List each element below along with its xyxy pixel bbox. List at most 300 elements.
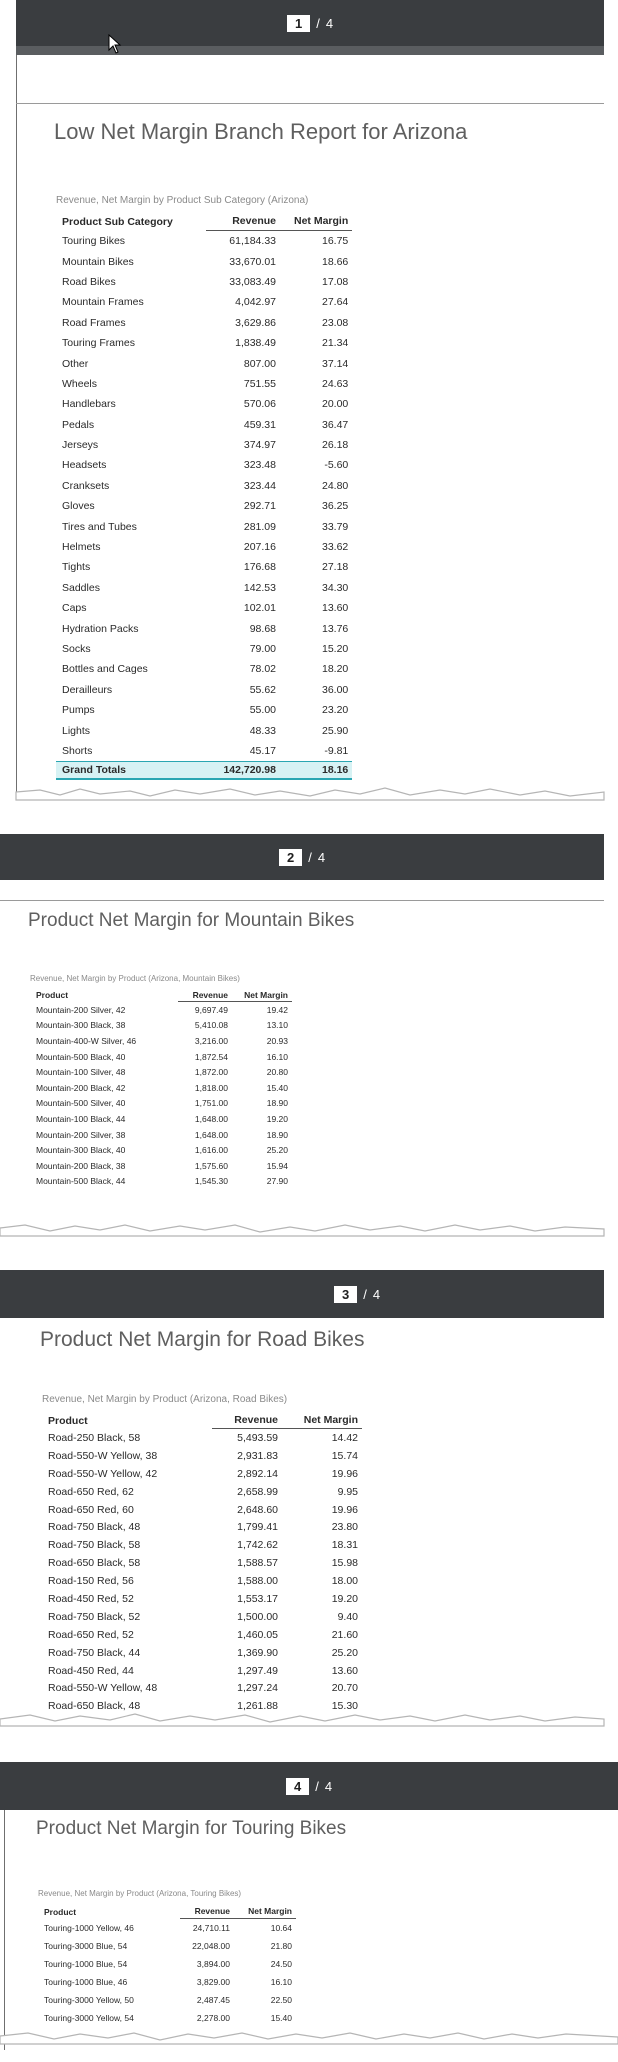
table-row bbox=[38, 1955, 296, 1973]
table-row bbox=[30, 1049, 292, 1065]
table-row bbox=[30, 1080, 292, 1096]
table-cell-label: Road-750 Black, 58 bbox=[48, 1539, 141, 1552]
table-cell-value: 21.60 bbox=[331, 1628, 358, 1641]
table-cell-value: 36.00 bbox=[321, 683, 349, 696]
mouse-pointer-icon bbox=[108, 34, 122, 54]
table-row bbox=[42, 1644, 362, 1662]
table-row bbox=[56, 618, 352, 638]
table-cell-value: 15.94 bbox=[266, 1160, 288, 1171]
table-subtitle: Revenue, Net Margin by Product (Arizona, Road Bikes) bbox=[42, 1394, 288, 1405]
table-cell-label: Mountain-100 Silver, 48 bbox=[36, 1067, 126, 1078]
table-row bbox=[42, 1429, 362, 1447]
table-cell-value: 1,648.00 bbox=[194, 1129, 228, 1140]
table-cell-value: 23.08 bbox=[321, 316, 349, 329]
table-row bbox=[56, 272, 352, 292]
table-cell-value: 22.50 bbox=[270, 1995, 292, 2005]
table-cell-value: 2,931.83 bbox=[237, 1449, 278, 1462]
table-cell-value: 34.30 bbox=[321, 581, 349, 594]
table-cell-label: Handlebars bbox=[62, 398, 116, 411]
table-cell-value: 751.55 bbox=[243, 377, 276, 390]
table-cell-value: 176.68 bbox=[243, 561, 276, 574]
table-cell-value: 55.62 bbox=[249, 683, 276, 696]
grand-totals-value: 142,720.98 bbox=[206, 761, 280, 780]
grand-totals-row bbox=[56, 761, 352, 780]
table-cell-value: 13.60 bbox=[331, 1664, 358, 1677]
page-indicator bbox=[286, 1778, 332, 1795]
table-cell-label: Road-650 Red, 52 bbox=[48, 1628, 134, 1641]
table-row bbox=[56, 353, 352, 373]
table-cell-value: 1,648.00 bbox=[194, 1113, 228, 1124]
report-title: Product Net Margin for Mountain Bikes bbox=[28, 910, 355, 931]
table-row bbox=[30, 1111, 292, 1127]
table-cell-value: 25.20 bbox=[266, 1145, 288, 1156]
table-cell-label: Gloves bbox=[62, 500, 95, 513]
table-cell-value: 19.42 bbox=[266, 1004, 288, 1015]
table-row bbox=[30, 1064, 292, 1080]
table-header-row bbox=[38, 1904, 296, 1919]
table-cell-value: 9.40 bbox=[337, 1610, 358, 1623]
table-row bbox=[56, 516, 352, 536]
page-header-rule bbox=[0, 900, 604, 901]
table-row bbox=[56, 680, 352, 700]
table-row bbox=[30, 1033, 292, 1049]
table-cell-value: 25.90 bbox=[321, 724, 349, 737]
table-cell-label: Caps bbox=[62, 602, 87, 615]
torn-page-edge bbox=[0, 2030, 618, 2062]
table-cell-value: 4,042.97 bbox=[235, 296, 276, 309]
table-cell-value: -9.81 bbox=[324, 744, 349, 757]
table-row bbox=[30, 1158, 292, 1174]
report-title: Product Net Margin for Touring Bikes bbox=[36, 1818, 347, 1839]
table-cell-value: 13.10 bbox=[266, 1020, 288, 1031]
table-cell-value: 459.31 bbox=[243, 418, 276, 431]
table-cell-value: 24.63 bbox=[321, 377, 349, 390]
torn-page-edge bbox=[0, 786, 618, 820]
table-cell-label: Shorts bbox=[62, 744, 93, 757]
table-cell-label: Touring-1000 Yellow, 46 bbox=[44, 1923, 134, 1933]
table-row bbox=[56, 537, 352, 557]
column-header[interactable]: Net Margin bbox=[234, 1904, 296, 1919]
table-cell-value: 18.66 bbox=[321, 255, 349, 268]
table-cell-label: Mountain Frames bbox=[62, 296, 144, 309]
table-row bbox=[56, 578, 352, 598]
report-page-3 bbox=[0, 1318, 604, 1718]
table-cell-label: Road-750 Black, 52 bbox=[48, 1610, 141, 1623]
table-cell-value: 18.90 bbox=[266, 1129, 288, 1140]
table-cell-value: 19.96 bbox=[331, 1467, 358, 1480]
table-row bbox=[56, 639, 352, 659]
table-cell-label: Headsets bbox=[62, 459, 107, 472]
table-cell-label: Pedals bbox=[62, 418, 95, 431]
column-header[interactable]: Net Margin bbox=[280, 212, 352, 231]
table-cell-value: 1,297.49 bbox=[237, 1664, 278, 1677]
table-cell-label: Mountain-500 Silver, 40 bbox=[36, 1098, 126, 1109]
table-row bbox=[30, 1018, 292, 1034]
table-cell-value: 207.16 bbox=[243, 541, 276, 554]
table-cell-label: Mountain-200 Black, 38 bbox=[36, 1160, 126, 1171]
table-row bbox=[56, 741, 352, 761]
table-row bbox=[38, 1937, 296, 1955]
table-cell-value: 323.44 bbox=[243, 479, 276, 492]
page-toolbar-3 bbox=[0, 1270, 604, 1318]
table-subtitle: Revenue, Net Margin by Product (Arizona, Touring Bikes) bbox=[38, 1889, 242, 1898]
table-cell-value: 1,553.17 bbox=[237, 1592, 278, 1605]
table-cell-label: Road-650 Black, 58 bbox=[48, 1557, 141, 1570]
table-cell-value: 1,297.24 bbox=[237, 1682, 278, 1695]
table-cell-value: 1,588.57 bbox=[237, 1557, 278, 1570]
table-cell-value: 37.14 bbox=[321, 357, 349, 370]
data-table bbox=[38, 1904, 296, 2027]
table-cell-label: Mountain-200 Silver, 38 bbox=[36, 1129, 126, 1140]
table-cell-value: 323.48 bbox=[243, 459, 276, 472]
table-cell-value: 142.53 bbox=[243, 581, 276, 594]
table-row bbox=[42, 1679, 362, 1697]
table-cell-label: Bottles and Cages bbox=[62, 663, 148, 676]
table-cell-value: 9.95 bbox=[337, 1485, 358, 1498]
table-cell-label: Jerseys bbox=[62, 439, 99, 452]
page-separator: / bbox=[316, 15, 320, 31]
table-row bbox=[42, 1518, 362, 1536]
table-cell-value: 27.18 bbox=[321, 561, 349, 574]
table-cell-value: 23.80 bbox=[331, 1521, 358, 1534]
table-cell-value: 5,410.08 bbox=[194, 1020, 228, 1031]
table-cell-value: 78.02 bbox=[249, 663, 276, 676]
table-row bbox=[42, 1465, 362, 1483]
table-cell-value: 27.90 bbox=[266, 1176, 288, 1187]
table-cell-value: 1,616.00 bbox=[194, 1145, 228, 1156]
table-row bbox=[56, 374, 352, 394]
table-cell-value: 1,575.60 bbox=[194, 1160, 228, 1171]
table-cell-value: 2,658.99 bbox=[237, 1485, 278, 1498]
report-page-1 bbox=[16, 55, 604, 795]
page-indicator bbox=[334, 1286, 380, 1303]
table-cell-label: Derailleurs bbox=[62, 683, 113, 696]
table-cell-label: Touring-3000 Yellow, 54 bbox=[44, 2013, 134, 2023]
table-row bbox=[42, 1626, 362, 1644]
table-row bbox=[56, 251, 352, 271]
table-cell-label: Road-450 Red, 44 bbox=[48, 1664, 134, 1677]
table-cell-label: Tights bbox=[62, 561, 91, 574]
table-row bbox=[56, 292, 352, 312]
page-toolbar-2 bbox=[0, 834, 604, 880]
table-cell-value: 13.76 bbox=[321, 622, 349, 635]
column-header[interactable]: Net Margin bbox=[282, 1412, 362, 1429]
table-cell-value: 1,872.54 bbox=[194, 1051, 228, 1062]
table-header-row bbox=[30, 988, 292, 1002]
table-row bbox=[42, 1572, 362, 1590]
page-number-current[interactable]: 2 bbox=[279, 849, 302, 866]
table-row bbox=[30, 1142, 292, 1158]
table-cell-label: Touring-1000 Blue, 54 bbox=[44, 1959, 128, 1969]
table-row bbox=[42, 1608, 362, 1626]
table-cell-value: 24,710.11 bbox=[192, 1923, 230, 1933]
table-cell-label: Mountain-500 Black, 40 bbox=[36, 1051, 126, 1062]
table-cell-label: Road-150 Red, 56 bbox=[48, 1575, 134, 1588]
table-row bbox=[56, 231, 352, 251]
table-row bbox=[56, 455, 352, 475]
table-row bbox=[56, 598, 352, 618]
table-cell-value: 2,892.14 bbox=[237, 1467, 278, 1480]
table-row bbox=[56, 496, 352, 516]
table-row bbox=[56, 659, 352, 679]
table-cell-value: 292.71 bbox=[243, 500, 276, 513]
table-cell-value: 15.20 bbox=[321, 643, 349, 655]
data-table bbox=[56, 212, 352, 780]
table-row bbox=[30, 1096, 292, 1112]
table-cell-label: Mountain-200 Silver, 42 bbox=[36, 1004, 126, 1015]
page-border-left bbox=[4, 1810, 5, 2050]
table-cell-value: 24.80 bbox=[321, 479, 349, 492]
table-cell-value: 15.74 bbox=[331, 1449, 358, 1462]
table-row bbox=[56, 435, 352, 455]
table-cell-label: Touring Bikes bbox=[62, 235, 126, 248]
table-cell-value: 27.64 bbox=[321, 296, 349, 309]
column-header[interactable]: Product bbox=[44, 1906, 77, 1917]
page-toolbar-4 bbox=[0, 1762, 618, 1810]
table-row bbox=[56, 394, 352, 414]
table-row bbox=[30, 1002, 292, 1018]
table-cell-value: 10.64 bbox=[270, 1923, 292, 1933]
table-cell-value: 61,184.33 bbox=[229, 235, 276, 248]
table-cell-label: Pumps bbox=[62, 704, 95, 717]
column-header[interactable]: Revenue bbox=[212, 1412, 282, 1429]
table-cell-value: 20.00 bbox=[321, 398, 349, 411]
page-indicator bbox=[287, 15, 333, 32]
grand-totals-value: 18.16 bbox=[280, 761, 352, 780]
table-cell-value: 1,545.30 bbox=[194, 1176, 228, 1187]
table-cell-value: 1,818.00 bbox=[194, 1082, 228, 1093]
table-row bbox=[38, 2009, 296, 2027]
table-cell-label: Mountain-400-W Silver, 46 bbox=[36, 1035, 137, 1046]
table-cell-value: 1,500.00 bbox=[237, 1610, 278, 1623]
table-cell-label: Road-650 Red, 60 bbox=[48, 1503, 134, 1516]
table-cell-value: 16.10 bbox=[266, 1051, 288, 1062]
table-cell-label: Hydration Packs bbox=[62, 622, 139, 635]
table-cell-value: 2,278.00 bbox=[196, 2013, 230, 2023]
table-cell-value: 807.00 bbox=[243, 357, 276, 370]
table-cell-label: Touring-3000 Blue, 54 bbox=[44, 1941, 128, 1951]
table-cell-value: 1,369.90 bbox=[237, 1646, 278, 1659]
table-cell-value: 15.40 bbox=[266, 1082, 288, 1093]
table-cell-value: 18.90 bbox=[266, 1098, 288, 1109]
report-page-2 bbox=[0, 880, 604, 1230]
table-row bbox=[30, 1174, 292, 1190]
page-indicator bbox=[279, 849, 325, 866]
table-cell-value: 33.79 bbox=[321, 520, 349, 533]
table-cell-value: 16.75 bbox=[321, 235, 349, 248]
table-cell-value: 36.47 bbox=[321, 418, 349, 431]
report-title: Low Net Margin Branch Report for Arizona bbox=[54, 119, 468, 144]
report-title: Product Net Margin for Road Bikes bbox=[40, 1328, 365, 1351]
table-row bbox=[38, 1919, 296, 1937]
table-row bbox=[42, 1590, 362, 1608]
table-cell-label: Touring-1000 Blue, 46 bbox=[44, 1977, 128, 1987]
table-cell-value: 374.97 bbox=[243, 439, 276, 452]
table-cell-value: 18.20 bbox=[321, 663, 349, 676]
table-cell-value: 26.18 bbox=[321, 439, 349, 452]
table-header-row bbox=[42, 1412, 362, 1429]
page-border-left bbox=[16, 55, 17, 795]
table-cell-value: 22,048.00 bbox=[192, 1941, 230, 1951]
table-cell-value: 5,493.59 bbox=[237, 1431, 278, 1444]
column-header[interactable]: Revenue bbox=[178, 988, 232, 1002]
page-header-rule bbox=[16, 103, 604, 104]
table-cell-label: Cranksets bbox=[62, 479, 110, 492]
table-cell-value: 1,261.88 bbox=[237, 1700, 278, 1713]
table-cell-value: 21.80 bbox=[270, 1941, 292, 1951]
column-header[interactable]: Product bbox=[36, 990, 69, 1000]
page-number-total: 4 bbox=[317, 849, 326, 865]
table-cell-value: 19.20 bbox=[266, 1113, 288, 1124]
data-table bbox=[42, 1412, 362, 1715]
table-cell-value: 36.25 bbox=[321, 500, 349, 513]
table-cell-value: 1,742.62 bbox=[237, 1539, 278, 1552]
table-cell-label: Mountain-500 Black, 44 bbox=[36, 1176, 126, 1187]
table-cell-label: Road-550-W Yellow, 38 bbox=[48, 1449, 158, 1462]
table-cell-value: 18.31 bbox=[331, 1539, 358, 1552]
table-cell-value: 15.30 bbox=[331, 1700, 358, 1713]
torn-page-edge bbox=[0, 1712, 618, 1744]
table-cell-label: Tires and Tubes bbox=[62, 520, 137, 533]
table-cell-label: Road Bikes bbox=[62, 275, 116, 288]
table-cell-label: Wheels bbox=[62, 377, 98, 390]
table-cell-value: 15.40 bbox=[270, 2013, 292, 2023]
table-cell-label: Mountain Bikes bbox=[62, 255, 134, 268]
table-row bbox=[42, 1662, 362, 1680]
table-cell-label: Touring Frames bbox=[62, 337, 135, 350]
table-row bbox=[42, 1501, 362, 1519]
table-cell-label: Road-450 Red, 52 bbox=[48, 1592, 134, 1605]
table-cell-label: Socks bbox=[62, 643, 91, 655]
table-header-row bbox=[56, 212, 352, 231]
table-cell-label: Road-550-W Yellow, 42 bbox=[48, 1467, 158, 1480]
table-cell-label: Helmets bbox=[62, 541, 101, 554]
table-cell-label: Saddles bbox=[62, 581, 100, 594]
page-toolbar-1 bbox=[16, 0, 604, 46]
column-header[interactable]: Net Margin bbox=[232, 988, 292, 1002]
page-number-total: 4 bbox=[324, 1778, 333, 1794]
table-cell-value: 1,751.00 bbox=[194, 1098, 228, 1109]
table-cell-value: 3,629.86 bbox=[235, 316, 276, 329]
page-separator: / bbox=[308, 849, 312, 865]
table-cell-value: 15.98 bbox=[331, 1557, 358, 1570]
table-cell-value: 45.17 bbox=[249, 744, 276, 757]
table-cell-value: 33,670.01 bbox=[229, 255, 276, 268]
table-cell-value: 2,487.45 bbox=[196, 1995, 230, 2005]
table-cell-label: Road-750 Black, 44 bbox=[48, 1646, 141, 1659]
table-cell-value: 17.08 bbox=[321, 275, 349, 288]
table-cell-value: 3,216.00 bbox=[194, 1035, 228, 1046]
page-number-current[interactable]: 3 bbox=[334, 1286, 357, 1303]
table-row bbox=[56, 333, 352, 353]
column-header[interactable]: Product bbox=[48, 1414, 88, 1427]
page-number-current[interactable]: 4 bbox=[286, 1778, 309, 1795]
table-row bbox=[56, 476, 352, 496]
table-cell-value: 9,697.49 bbox=[194, 1004, 228, 1015]
table-row bbox=[56, 415, 352, 435]
table-cell-label: Touring-3000 Yellow, 50 bbox=[44, 1995, 134, 2005]
table-cell-label: Road-650 Red, 62 bbox=[48, 1485, 134, 1498]
table-cell-value: 20.80 bbox=[266, 1067, 288, 1078]
table-cell-value: 19.96 bbox=[331, 1503, 358, 1516]
table-subtitle: Revenue, Net Margin by Product (Arizona, Mountain Bikes) bbox=[30, 974, 240, 983]
table-row bbox=[56, 700, 352, 720]
table-row bbox=[56, 557, 352, 577]
table-row bbox=[42, 1554, 362, 1572]
table-cell-value: -5.60 bbox=[324, 459, 349, 472]
table-cell-value: 1,588.00 bbox=[237, 1575, 278, 1588]
page-separator: / bbox=[363, 1286, 367, 1302]
table-cell-label: Mountain-300 Black, 40 bbox=[36, 1145, 126, 1156]
table-cell-label: Road-250 Black, 58 bbox=[48, 1431, 141, 1444]
data-table bbox=[30, 988, 292, 1189]
table-cell-label: Road-550-W Yellow, 48 bbox=[48, 1682, 158, 1695]
table-cell-label: Road-650 Black, 48 bbox=[48, 1700, 141, 1713]
table-cell-value: 16.10 bbox=[270, 1977, 292, 1987]
table-cell-label: Mountain-200 Black, 42 bbox=[36, 1082, 126, 1093]
table-cell-label: Mountain-300 Black, 38 bbox=[36, 1020, 126, 1031]
table-cell-value: 25.20 bbox=[331, 1646, 358, 1659]
table-cell-value: 281.09 bbox=[243, 520, 276, 533]
table-cell-value: 1,460.05 bbox=[237, 1628, 278, 1641]
table-cell-value: 1,872.00 bbox=[194, 1067, 228, 1078]
table-cell-value: 2,648.60 bbox=[237, 1503, 278, 1516]
table-cell-label: Road-750 Black, 48 bbox=[48, 1521, 141, 1534]
report-page-4 bbox=[0, 1810, 618, 2050]
column-header[interactable]: Revenue bbox=[180, 1904, 234, 1919]
table-cell-value: 18.00 bbox=[331, 1575, 358, 1588]
table-row bbox=[38, 1991, 296, 2009]
table-row bbox=[42, 1536, 362, 1554]
table-cell-value: 19.20 bbox=[331, 1592, 358, 1605]
table-cell-value: 48.33 bbox=[249, 724, 276, 737]
table-cell-value: 1,799.41 bbox=[237, 1521, 278, 1534]
table-cell-value: 55.00 bbox=[249, 704, 276, 717]
table-cell-value: 33,083.49 bbox=[229, 275, 276, 288]
grand-totals-label: Grand Totals bbox=[56, 761, 206, 780]
table-cell-value: 20.93 bbox=[266, 1035, 288, 1046]
table-row bbox=[30, 1127, 292, 1143]
table-row bbox=[56, 313, 352, 333]
table-cell-label: Other bbox=[62, 357, 89, 370]
table-cell-value: 21.34 bbox=[321, 337, 349, 350]
column-header[interactable]: Revenue bbox=[206, 212, 280, 231]
table-cell-value: 3,829.00 bbox=[196, 1977, 230, 1987]
table-cell-value: 102.01 bbox=[243, 602, 276, 615]
table-cell-value: 24.50 bbox=[270, 1959, 292, 1969]
page-number-current[interactable]: 1 bbox=[287, 15, 310, 32]
table-cell-label: Road Frames bbox=[62, 316, 126, 329]
table-cell-value: 79.00 bbox=[249, 643, 276, 655]
table-cell-value: 1,838.49 bbox=[235, 337, 276, 350]
table-cell-value: 33.62 bbox=[321, 541, 349, 554]
page-number-total: 4 bbox=[372, 1286, 381, 1302]
table-row bbox=[56, 720, 352, 740]
toolbar-strip bbox=[16, 46, 604, 55]
page-number-total: 4 bbox=[325, 15, 334, 31]
torn-page-edge bbox=[0, 1222, 618, 1252]
table-cell-value: 3,894.00 bbox=[196, 1959, 230, 1969]
column-header[interactable]: Product Sub Category bbox=[62, 215, 173, 228]
table-cell-value: 23.20 bbox=[321, 704, 349, 717]
table-row bbox=[38, 1973, 296, 1991]
table-row bbox=[42, 1483, 362, 1501]
table-cell-value: 98.68 bbox=[249, 622, 276, 635]
table-cell-label: Lights bbox=[62, 724, 91, 737]
table-cell-value: 13.60 bbox=[321, 602, 349, 615]
table-row bbox=[42, 1447, 362, 1465]
table-cell-value: 570.06 bbox=[243, 398, 276, 411]
